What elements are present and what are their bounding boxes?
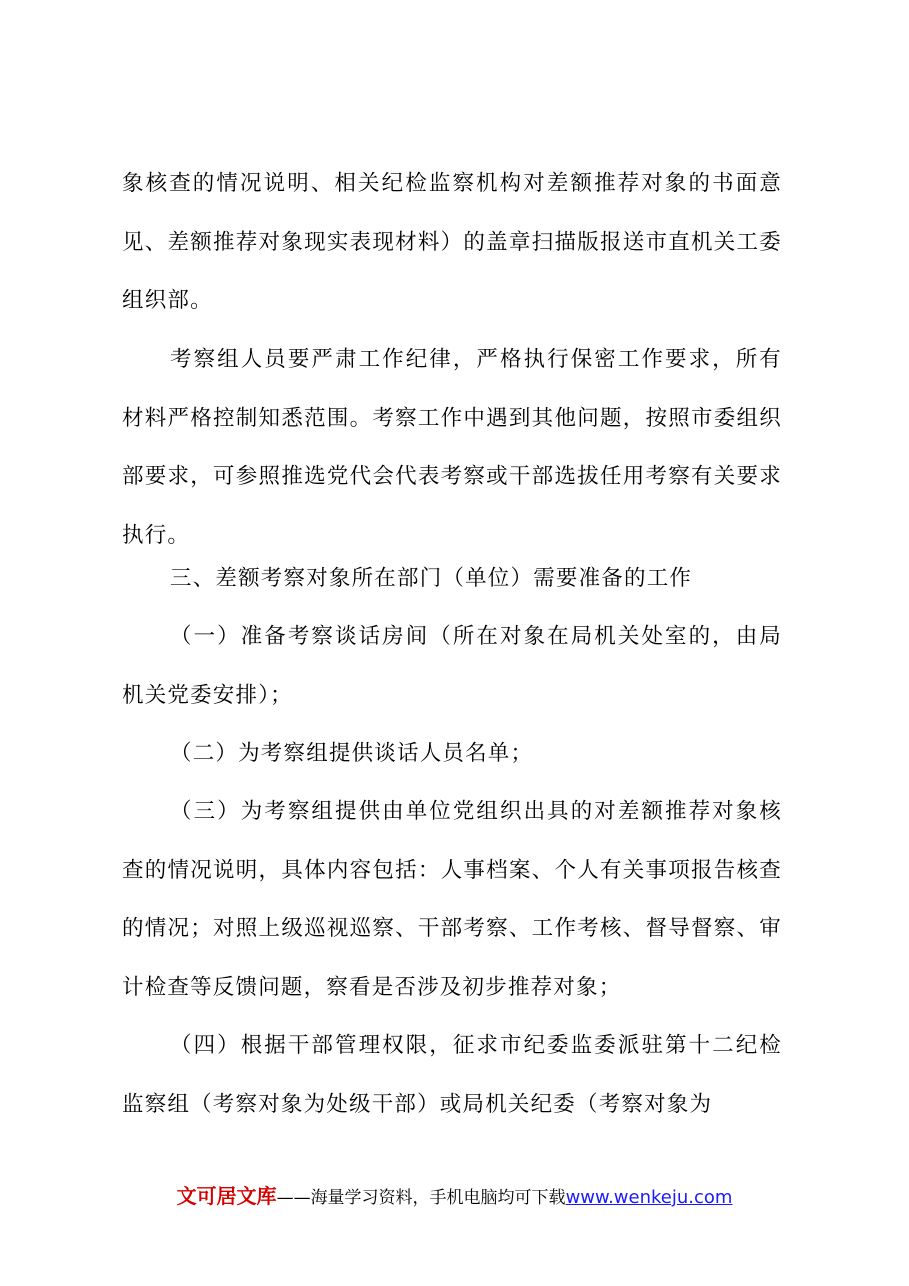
paragraph-discipline: 考察组人员要严肃工作纪律，严格执行保密工作要求，所有材料严格控制知悉范围。考察工作中遇到其他问题，按照市委组织部要求，可参照推选党代会代表考察或干部选拔任用考察有关要求执行。 — [122, 347, 782, 548]
list-item-three: （三）为考察组提供由单位党组织出具的对差额推荐对象核查的情况说明，具体内容包括：人事档案、个人有关事项报告核查的情况；对照上级巡视巡察、干部考察、工作考核、督导督察、审计检查等反馈问题，察看是否涉及初步推荐对象； — [122, 799, 782, 1000]
footer-slogan: ——海量学习资料，手机电脑均可下载 — [276, 1188, 566, 1208]
footer-link[interactable]: www.wenkeju.com — [565, 1187, 733, 1208]
footer-brand: 文可居文库 — [176, 1184, 277, 1208]
footer-banner — [0, 1178, 909, 1216]
list-item-two: （二）为考察组提供谈话人员名单； — [170, 741, 534, 766]
paragraph-continuation: 象核查的情况说明、相关纪检监察机构对差额推荐对象的书面意见、差额推荐对象现实表现材料）的盖章扫描版报送市直机关工委组织部。 — [122, 171, 782, 313]
section-heading-three: 三、差额考察对象所在部门（单位）需要准备的工作 — [170, 566, 693, 591]
list-item-one: （一）准备考察谈话房间（所在对象在局机关处室的，由局机关党委安排）； — [122, 624, 782, 708]
list-item-four: （四）根据干部管理权限，征求市纪委监委派驻第十二纪检监察组（考察对象为处级干部）或局机关纪委（考察对象为 — [122, 1033, 782, 1117]
